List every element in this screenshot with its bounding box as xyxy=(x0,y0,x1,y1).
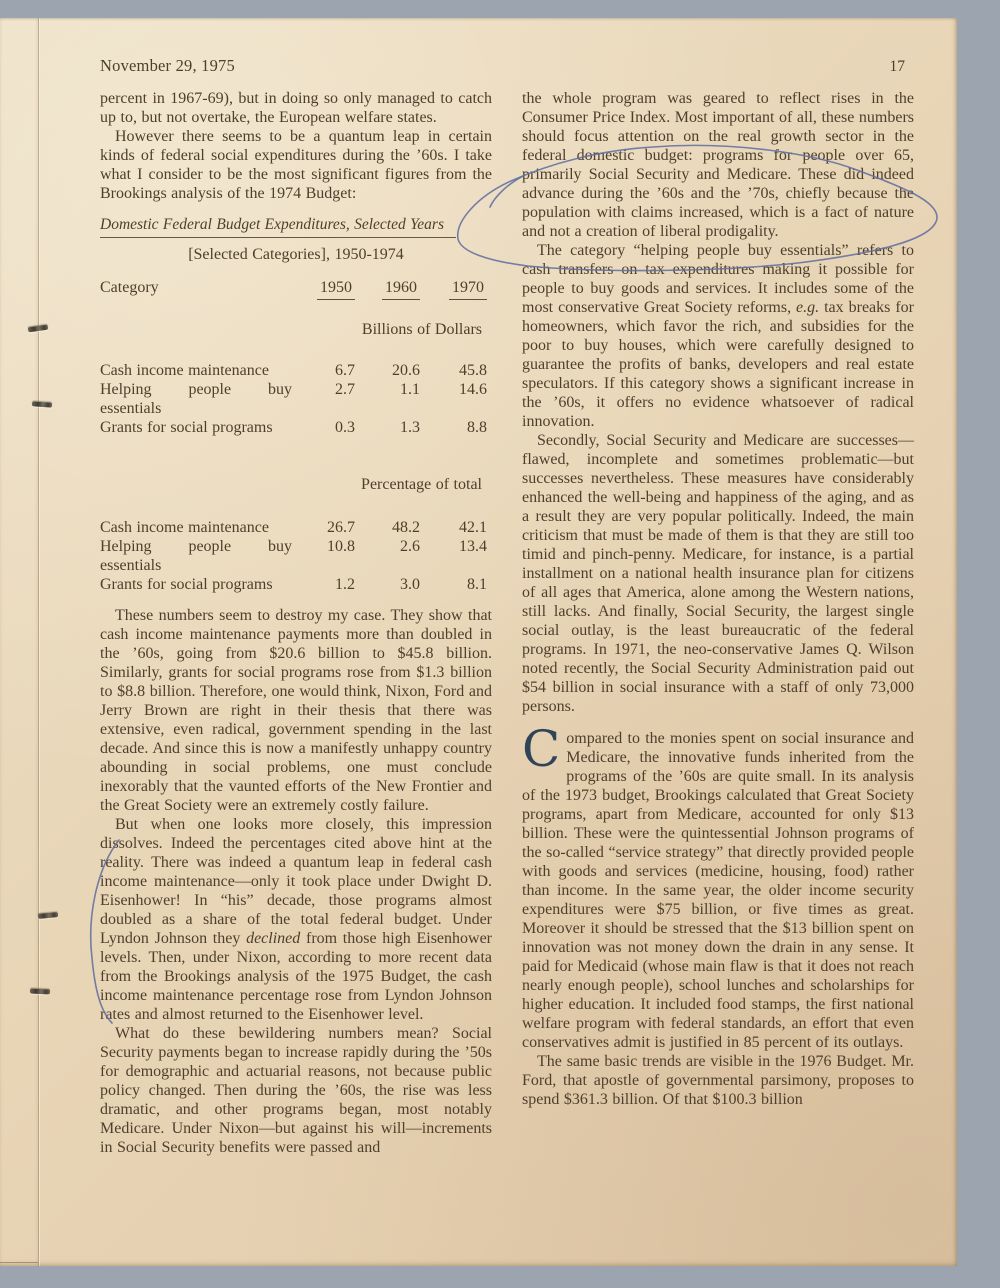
row-category: Helping people buy essentials xyxy=(100,381,292,417)
text-run: However there seems to be a quantum leap in certain kinds of federal social expenditures during the ’60s. I take what I consider to be the most significant figures from the Brookings analysis of the 1974 Budget: xyxy=(100,128,492,202)
body-paragraph xyxy=(100,815,492,1024)
table-row xyxy=(100,418,492,437)
text-run: percent in 1967-69), but in doing so only managed to catch up to, but not overtake, the European welfare states. xyxy=(100,90,492,126)
body-paragraph xyxy=(522,241,914,431)
staple xyxy=(30,988,50,994)
table-section-label: Billions of Dollars xyxy=(361,321,482,338)
text-run: Secondly, Social Security and Medicare are successes—flawed, incomplete and sometimes problematic—but successes nevertheless. These measures have considerably enhanced the well-being and happiness of the aging, and as a result they are very popular politically. Indeed, the main criticism that must be made of them is that they are still too timid and pinch-penny. Medicare, for instance, is a partial installment on a national health insurance plan for citizens of all ages that America, alone among the Western nations, still lacks. And finally, Social Security, the largest single social outlay, is the least bureaucratic of the federal programs. In 1971, the neo-conservative James Q. Wilson noted recently, the Social Security Administration paid out $54 billion in social insurance with a staff of only 73,000 persons. xyxy=(522,432,914,715)
text-run: ompared to the monies spent on social insurance and Medicare, the innovative funds inherited from the programs of the ’60s are quite small. In its analysis of the 1973 budget, Brookings calculated that Great Society programs, apart from Medicare, accounted for only $13 billion. These were the quintessential Johnson programs of the so-called “service strategy” that directly provided people with goods and services (medicine, housing, food) rather than income. In the same year, the older income security expenditures were $75 billion, or five times as great. Moreover it should be stressed that the $13 billion spent on innovation was not money down the drain in any sense. It paid for Medicaid (whose main flaw is that it does not reach nearly enough people), school lunches and scholarships for higher education. It included food stamps, the first national welfare program with federal standards, an effort that even conservatives admit is justified in 85 percent of its outlays. xyxy=(522,730,914,1051)
budget-table xyxy=(100,215,492,594)
row-value: 2.6 xyxy=(400,538,420,555)
body-paragraph xyxy=(100,1024,492,1157)
text-run: The same basic trends are visible in the 1976 Budget. Mr. Ford, that apostle of governmental parsimony, proposes to spend $361.3 billion. Of that $100.3 billion xyxy=(522,1053,914,1108)
row-category: Grants for social programs xyxy=(100,419,273,436)
row-value: 26.7 xyxy=(327,519,355,536)
staple xyxy=(38,912,58,919)
row-value: 10.8 xyxy=(327,538,355,555)
row-value: 45.8 xyxy=(459,362,487,379)
body-paragraph xyxy=(522,1052,914,1109)
text-run: What do these bewildering numbers mean? Social Security payments began to increase rapidly during the ’50s for demographic and actuarial reasons, not because public policy changed. Then during the ’60s, the rise was less dramatic, and other programs began, most notably Medicare. Under Nixon—but against his will—increments in Social Security benefits were passed and xyxy=(100,1025,492,1156)
page-header xyxy=(100,56,905,76)
body-paragraph xyxy=(522,431,914,716)
row-value: 48.2 xyxy=(392,519,420,536)
table-year-header: 1960 xyxy=(355,278,420,300)
row-value: 2.7 xyxy=(335,381,355,398)
text-run: e.g. xyxy=(796,299,820,316)
body-paragraph xyxy=(100,606,492,815)
left-column xyxy=(100,89,492,1157)
row-value: 0.3 xyxy=(335,419,355,436)
table-category-header: Category xyxy=(100,279,159,296)
row-value: 6.7 xyxy=(335,362,355,379)
body-paragraph xyxy=(522,89,914,241)
magazine-page xyxy=(0,18,957,1266)
row-value: 14.6 xyxy=(459,381,487,398)
table-section xyxy=(100,320,492,437)
issue-date: November 29, 1975 xyxy=(100,56,235,75)
text-run: the whole program was geared to reflect rises in the Consumer Price Index. Most important of all, these numbers should focus attention on the real growth sector in the federal domestic budget: programs for people over 65, primarily Social Security and Medicare. These did indeed advance during the ’60s and the ’70s, chiefly because the population with claims increased, which is a fact of nature and not a creation of liberal prodigality. xyxy=(522,90,914,240)
table-year-header: 1950 xyxy=(292,278,355,300)
text-run: from those high Eisenhower levels. Then, under Nixon, according to more recent data from the Brookings analysis of the 1975 Budget, the cash income maintenance percentage rose from Lyndon Johnson rates and almost returned to the Eisenhower level. xyxy=(100,930,493,1023)
left-column-bottom-paragraphs xyxy=(100,606,492,1157)
table-row xyxy=(100,361,492,380)
table-row xyxy=(100,575,492,594)
row-value: 42.1 xyxy=(459,519,487,536)
text-run: These numbers seem to destroy my case. They show that cash income maintenance payments more than doubled in the ’60s, going from $20.6 billion to $45.8 billion. Similarly, grants for social programs rose from $1.3 billion to $8.8 billion. Therefore, one would think, Nixon, Ford and Jerry Brown are right in their thesis that there was extensive, even radical, government spending in the last decade. And since this is now a manifestly unhappy country abounding in social problems, one must conclude inexorably that the vaunted efforts of the New Frontier and the Great Society were an extremely costly failure. xyxy=(100,607,492,814)
table-year-header: 1970 xyxy=(420,278,487,300)
row-category: Helping people buy essentials xyxy=(100,538,292,574)
table-sections xyxy=(100,320,492,594)
table-subtitle: [Selected Categories], 1950-1974 xyxy=(188,246,404,263)
row-value: 1.1 xyxy=(400,381,420,398)
body-paragraph xyxy=(522,720,914,1052)
table-header-row xyxy=(100,278,492,300)
body-paragraph xyxy=(100,127,492,203)
row-value: 3.0 xyxy=(400,576,420,593)
text-run: declined xyxy=(246,930,301,947)
row-category: Grants for social programs xyxy=(100,576,273,593)
text-run: tax breaks for homeowners, which favor the rich, and subsidies for the poor to buy houses, which were carefully designed to guarantee the profits of banks, developers and real estate speculators. If this category shows a significant increase in the ’60s, it offers no evidence whatsoever of radical innovation. xyxy=(522,299,914,430)
row-value: 20.6 xyxy=(392,362,420,379)
table-caption: Domestic Federal Budget Expenditures, Selected Years xyxy=(100,215,456,238)
drop-cap: C xyxy=(522,720,561,778)
row-value: 1.3 xyxy=(400,419,420,436)
text-run: But when one looks more closely, this impression dissolves. Indeed the percentages cited above hint at the reality. There was indeed a quantum leap in federal cash income maintenance—only it took place under Dwight D. Eisenhower! In “his” decade, those programs almost doubled as a share of the total federal budget. Under Lyndon Johnson they xyxy=(100,816,492,947)
table-row xyxy=(100,537,492,575)
row-category: Cash income maintenance xyxy=(100,362,269,379)
row-category: Cash income maintenance xyxy=(100,519,269,536)
row-value: 13.4 xyxy=(459,538,487,555)
text-run: The category “helping people buy essentials” refers to cash transfers on tax expenditures making it possible for people to buy goods and services. It includes some of the most conservative Great Society reforms, xyxy=(522,242,914,316)
left-column-top-paragraphs xyxy=(100,89,492,203)
table-section xyxy=(100,475,492,594)
table-row xyxy=(100,518,492,537)
right-column xyxy=(522,89,914,1157)
binding-fold xyxy=(38,18,39,1266)
row-value: 8.1 xyxy=(467,576,487,593)
page-number: 17 xyxy=(889,58,905,75)
body-paragraph xyxy=(100,89,492,127)
row-value: 8.8 xyxy=(467,419,487,436)
table-section-label: Percentage of total xyxy=(361,476,482,493)
page-edge xyxy=(0,1262,38,1263)
text-columns xyxy=(100,89,916,1157)
row-value: 1.2 xyxy=(335,576,355,593)
staple xyxy=(32,401,52,407)
table-row xyxy=(100,380,492,418)
